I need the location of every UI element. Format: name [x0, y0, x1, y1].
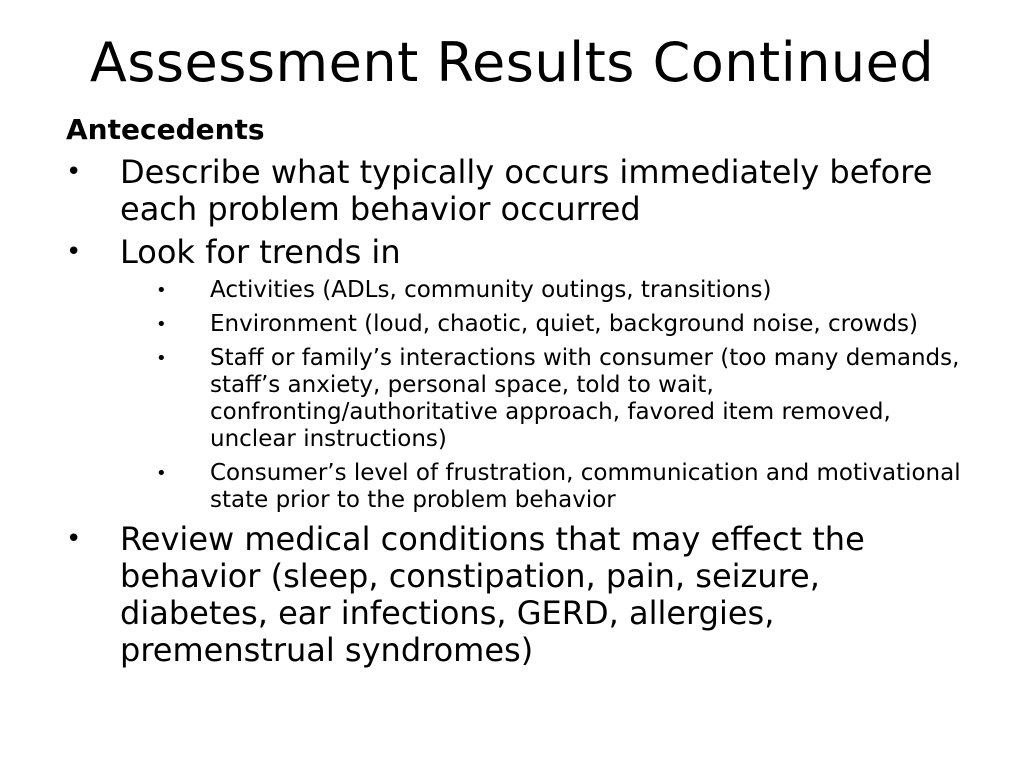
slide-content [66, 112, 966, 675]
sub-bullet-text: Consumer’s level of frustration, communication and motivational state prior to the problem behavior [210, 460, 961, 513]
bullet-text: Describe what typically occurs immediately before each problem behavior occurred [120, 153, 933, 228]
sub-bullet-item [156, 345, 966, 453]
bullet-icon: • [66, 157, 82, 187]
slide-title: Assessment Results Continued [89, 31, 935, 94]
sub-bullet-text: Environment (loud, chaotic, quiet, background noise, crowds) [210, 311, 919, 337]
bullet-text: Look for trends in [120, 233, 401, 271]
sub-bullet-icon: • [156, 314, 167, 335]
sub-bullet-text: Staff or family’s interactions with consumer (too many demands, staff’s anxiety, personal space, told to wait, confronting/authoritative approach, favored item removed, unclear instructions) [210, 345, 960, 452]
bullet-item [66, 154, 966, 228]
bullet-icon: • [66, 524, 82, 554]
sub-bullet-icon: • [156, 463, 167, 484]
bullet-text: Review medical conditions that may effect the behavior (sleep, constipation, pain, seizure, diabetes, ear infections, GERD, allergies, premenstrual syndromes) [120, 520, 865, 669]
sub-bullet-list [156, 277, 966, 514]
sub-bullet-item [156, 311, 966, 338]
section-heading: Antecedents [66, 113, 265, 146]
sub-bullet-item [156, 460, 966, 514]
sub-bullet-icon: • [156, 348, 167, 369]
bullet-icon: • [66, 237, 82, 267]
bullet-item [66, 234, 966, 271]
sub-bullet-text: Activities (ADLs, community outings, transitions) [210, 277, 772, 303]
sub-bullet-icon: • [156, 280, 167, 301]
sub-bullet-item [156, 277, 966, 304]
bullet-item [66, 521, 966, 669]
